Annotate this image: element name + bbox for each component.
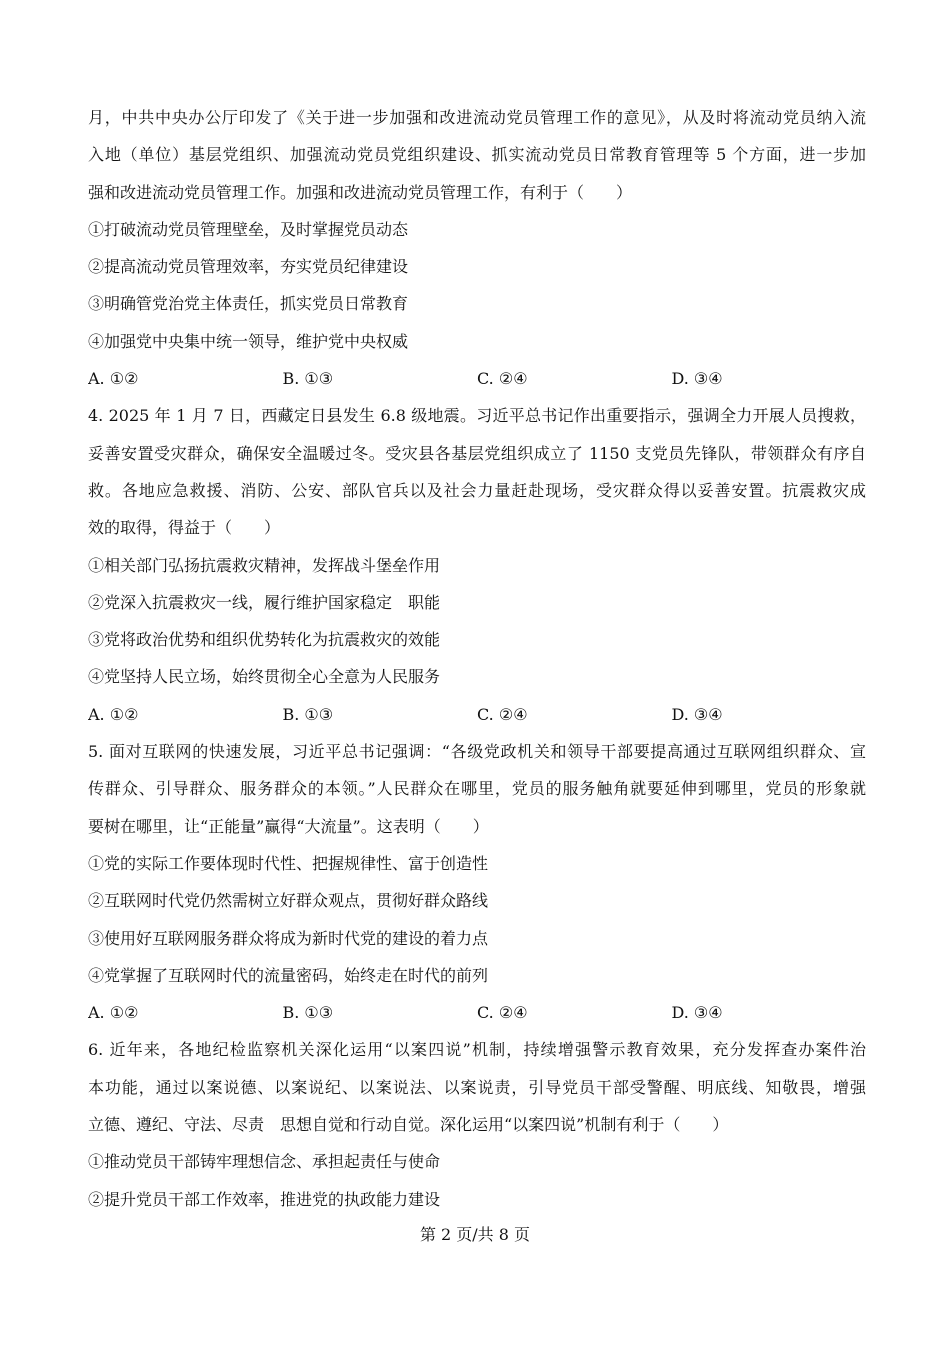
statement-item: ②互联网时代党仍然需树立好群众观点，贯彻好群众路线 bbox=[88, 891, 489, 911]
statement-item: ④加强党中央集中统一领导，维护党中央权威 bbox=[88, 331, 409, 351]
answer-options bbox=[88, 705, 866, 725]
statement-item: ①推动党员干部铸牢理想信念、承担起责任与使命 bbox=[88, 1152, 441, 1172]
option-b: B. ①③ bbox=[282, 369, 334, 389]
option-d: D. ③④ bbox=[671, 369, 723, 389]
option-b: B. ①③ bbox=[282, 704, 334, 724]
option-a: A. ①② bbox=[88, 369, 139, 389]
question-stem-line: 5. 面对互联网的快速发展，习近平总书记强调：“各级党政机关和领导干部要提高通过互联网组织群众、宣 bbox=[88, 742, 866, 762]
question-stem-line: 妥善安置受灾群众，确保安全温暖过冬。受灾县各基层党组织成立了 1150 支党员先锋队，带领群众有序自 bbox=[88, 443, 866, 463]
question-4 bbox=[88, 406, 866, 724]
statement-item: ②提升党员干部工作效率，推进党的执政能力建设 bbox=[88, 1189, 441, 1209]
question-stem-line: 入地（单位）基层党组织、加强流动党员党组织建设、抓实流动党员日常教育管理等 5 个方面，进一步加 bbox=[88, 145, 866, 165]
statement-item: ①相关部门弘扬抗震救灾精神，发挥战斗堡垒作用 bbox=[88, 555, 441, 575]
option-b: B. ①③ bbox=[282, 1003, 334, 1023]
question-stem-line: 要树在哪里，让“正能量”赢得“大流量”。这表明（ ） bbox=[88, 816, 489, 836]
statement-item: ③党将政治优势和组织优势转化为抗震救灾的效能 bbox=[88, 630, 441, 650]
statement-item: ④党掌握了互联网时代的流量密码，始终走在时代的前列 bbox=[88, 965, 489, 985]
question-stem-line: 救。各地应急救援、消防、公安、部队官兵以及社会力量赶赴现场，受灾群众得以妥善安置。抗震救灾成 bbox=[88, 480, 866, 500]
statement-item: ③明确管党治党主体责任，抓实党员日常教育 bbox=[88, 294, 409, 314]
option-c: C. ②④ bbox=[477, 1003, 528, 1023]
exam-page-content bbox=[88, 108, 866, 1227]
answer-options bbox=[88, 369, 866, 389]
question-stem-line: 传群众、引导群众、服务群众的本领。”人民群众在哪里，党员的服务触角就要延伸到哪里，党员的形象就 bbox=[88, 779, 866, 799]
question-5 bbox=[88, 742, 866, 1023]
statement-item: ④党坚持人民立场，始终贯彻全心全意为人民服务 bbox=[88, 667, 441, 687]
option-a: A. ①② bbox=[88, 704, 139, 724]
question-stem-line: 4. 2025 年 1 月 7 日，西藏定日县发生 6.8 级地震。习近平总书记作出重要指示，强调全力开展人员搜救， bbox=[88, 406, 866, 426]
question-stem-line: 本功能，通过以案说德、以案说纪、以案说法、以案说责，引导党员干部受警醒、明底线、知敬畏，增强 bbox=[88, 1077, 866, 1097]
statement-item: ①打破流动党员管理壁垒，及时掌握党员动态 bbox=[88, 219, 409, 239]
question-stem-line: 强和改进流动党员管理工作。加强和改进流动党员管理工作，有利于（ ） bbox=[88, 182, 633, 202]
statement-item: ①党的实际工作要体现时代性、把握规律性、富于创造性 bbox=[88, 853, 489, 873]
question-stem-line: 立德、遵纪、守法、尽责 思想自觉和行动自觉。深化运用“以案四说”机制有利于（ ） bbox=[88, 1115, 729, 1135]
question-stem-line: 6. 近年来，各地纪检监察机关深化运用“以案四说”机制，持续增强警示教育效果，充分发挥查办案件治 bbox=[88, 1040, 866, 1060]
question-6 bbox=[88, 1040, 866, 1209]
question-stem-line: 效的取得，得益于（ ） bbox=[88, 518, 281, 538]
option-c: C. ②④ bbox=[477, 369, 528, 389]
option-c: C. ②④ bbox=[477, 704, 528, 724]
statement-item: ②提高流动党员管理效率，夯实党员纪律建设 bbox=[88, 257, 409, 277]
question-3 bbox=[88, 108, 866, 389]
page-footer: 第 2 页/共 8 页 bbox=[419, 1225, 531, 1244]
option-a: A. ①② bbox=[88, 1003, 139, 1023]
question-stem-line: 月，中共中央办公厅印发了《关于进一步加强和改进流动党员管理工作的意见》，从及时将流动党员纳入流 bbox=[88, 108, 866, 127]
answer-options bbox=[88, 1003, 866, 1023]
statement-item: ③使用好互联网服务群众将成为新时代党的建设的着力点 bbox=[88, 928, 489, 948]
statement-item: ②党深入抗震救灾一线，履行维护国家稳定 职能 bbox=[88, 592, 441, 612]
option-d: D. ③④ bbox=[671, 704, 723, 724]
option-d: D. ③④ bbox=[671, 1003, 723, 1023]
